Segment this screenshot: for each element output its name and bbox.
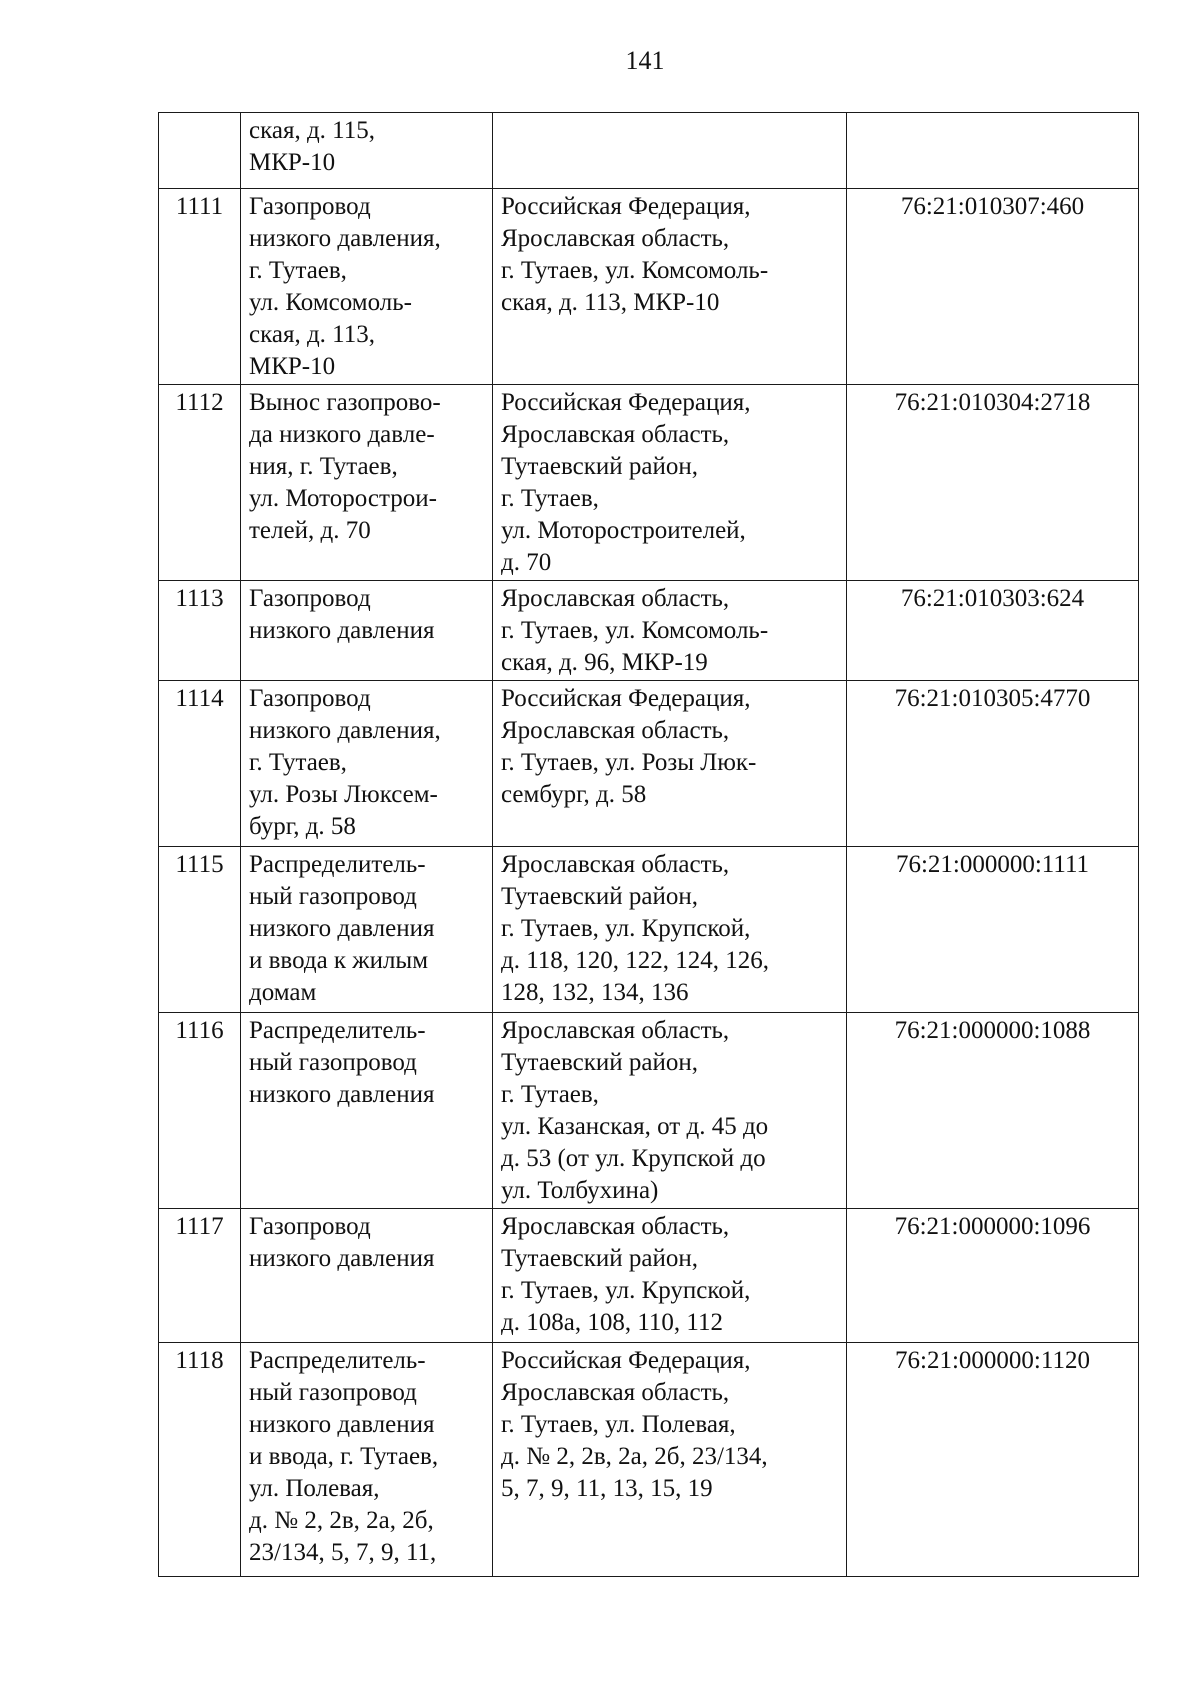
table-row	[159, 113, 1139, 189]
address-cell: Российская Федерация, Ярославская область, г. Тутаев, ул. Полевая, д. № 2, 2в, 2а, 2б, 23/134, 5, 7, 9, 11, 13, 15, 19	[493, 1343, 847, 1577]
object-name-cell: Газопровод низкого давления, г. Тутаев, ул. Розы Люксем- бург, д. 58	[241, 681, 493, 847]
row-number-cell: 1113	[159, 581, 241, 681]
table-row	[159, 681, 1139, 847]
address-cell: Российская Федерация, Ярославская область, г. Тутаев, ул. Комсомоль- ская, д. 113, МКР-10	[493, 189, 847, 385]
row-number-cell: 1111	[159, 189, 241, 385]
object-name-cell: Газопровод низкого давления	[241, 1209, 493, 1343]
address-cell: Российская Федерация, Ярославская область, г. Тутаев, ул. Розы Люк- сембург, д. 58	[493, 681, 847, 847]
object-name-cell: Газопровод низкого давления	[241, 581, 493, 681]
object-name-cell: Распределитель- ный газопровод низкого давления	[241, 1013, 493, 1209]
cadastral-number-cell: 76:21:000000:1096	[847, 1209, 1139, 1343]
row-number-cell: 1116	[159, 1013, 241, 1209]
address-cell: Ярославская область, г. Тутаев, ул. Комсомоль- ская, д. 96, МКР-19	[493, 581, 847, 681]
object-name-cell: Распределитель- ный газопровод низкого давления и ввода, г. Тутаев, ул. Полевая, д. № 2, 2в, 2а, 2б, 23/134, 5, 7, 9, 11,	[241, 1343, 493, 1577]
row-number-cell	[159, 113, 241, 189]
cadastral-number-cell: 76:21:010305:4770	[847, 681, 1139, 847]
table-row	[159, 1209, 1139, 1343]
object-name-cell: Распределитель- ный газопровод низкого давления и ввода к жилым домам	[241, 847, 493, 1013]
object-name-cell: ская, д. 115, МКР-10	[241, 113, 493, 189]
table-row	[159, 385, 1139, 581]
row-number-cell: 1114	[159, 681, 241, 847]
cadastral-number-cell: 76:21:010307:460	[847, 189, 1139, 385]
cadastral-number-cell	[847, 113, 1139, 189]
row-number-cell: 1115	[159, 847, 241, 1013]
table-row	[159, 847, 1139, 1013]
address-cell: Ярославская область, Тутаевский район, г. Тутаев, ул. Крупской, д. 118, 120, 122, 124, 126, 128, 132, 134, 136	[493, 847, 847, 1013]
table-row	[159, 1343, 1139, 1577]
table-row	[159, 581, 1139, 681]
cadastral-number-cell: 76:21:000000:1120	[847, 1343, 1139, 1577]
registry-table	[158, 112, 1139, 1577]
cadastral-number-cell: 76:21:010304:2718	[847, 385, 1139, 581]
row-number-cell: 1112	[159, 385, 241, 581]
object-name-cell: Газопровод низкого давления, г. Тутаев, ул. Комсомоль- ская, д. 113, МКР-10	[241, 189, 493, 385]
table-row	[159, 1013, 1139, 1209]
address-cell: Ярославская область, Тутаевский район, г. Тутаев, ул. Казанская, от д. 45 до д. 53 (от ул. Крупской до ул. Толбухина)	[493, 1013, 847, 1209]
address-cell: Ярославская область, Тутаевский район, г. Тутаев, ул. Крупской, д. 108а, 108, 110, 112	[493, 1209, 847, 1343]
address-cell	[493, 113, 847, 189]
row-number-cell: 1118	[159, 1343, 241, 1577]
address-cell: Российская Федерация, Ярославская область, Тутаевский район, г. Тутаев, ул. Моторостроителей, д. 70	[493, 385, 847, 581]
page-number: 141	[625, 46, 665, 75]
cadastral-number-cell: 76:21:000000:1088	[847, 1013, 1139, 1209]
cadastral-number-cell: 76:21:010303:624	[847, 581, 1139, 681]
cadastral-number-cell: 76:21:000000:1111	[847, 847, 1139, 1013]
table-row	[159, 189, 1139, 385]
row-number-cell: 1117	[159, 1209, 241, 1343]
object-name-cell: Вынос газопрово- да низкого давле- ния, г. Тутаев, ул. Моторострои- телей, д. 70	[241, 385, 493, 581]
